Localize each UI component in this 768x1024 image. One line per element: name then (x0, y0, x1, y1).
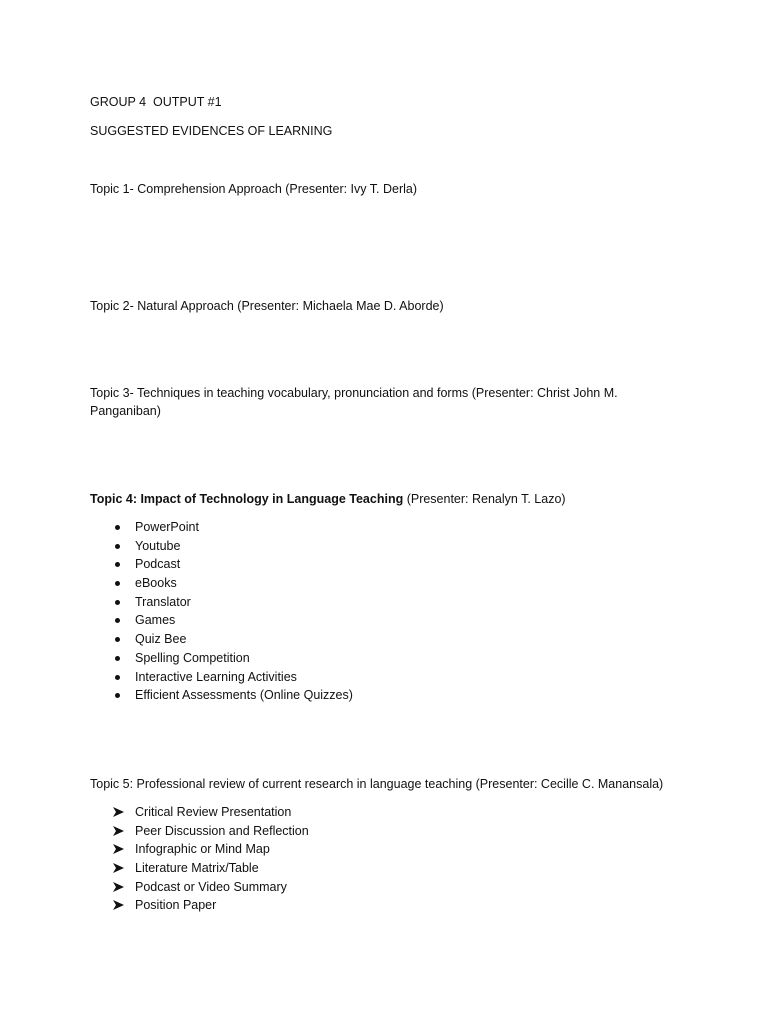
topic-4-heading (90, 490, 690, 508)
list-item (0, 896, 640, 915)
list-item (0, 574, 640, 593)
list-item-text: Quiz Bee (135, 632, 187, 647)
topic-3-heading-line-2: Panganiban) (90, 404, 161, 418)
list-item-text: eBooks (135, 576, 177, 591)
list-item (0, 840, 640, 859)
topic-4-bullet-list (0, 518, 640, 705)
document-subheader: SUGGESTED EVIDENCES OF LEARNING (90, 124, 333, 138)
list-item-text: Podcast (135, 557, 181, 572)
list-item-text: Translator (135, 594, 191, 609)
list-item (0, 593, 640, 612)
topic-5-arrow-list (0, 803, 640, 915)
topic-5-heading: Topic 5: Professional review of current research in language teaching (Presenter: Cecille C. Manansala) (90, 777, 664, 791)
topic-3-heading-line-1: Topic 3- Techniques in teaching vocabulary, pronunciation and forms (Presenter: Christ John M. (90, 386, 618, 400)
list-item-text: Interactive Learning Activities (135, 669, 297, 684)
list-item (0, 611, 640, 630)
topic-1-heading: Topic 1- Comprehension Approach (Presenter: Ivy T. Derla) (90, 182, 418, 196)
list-item-text: Critical Review Presentation (135, 805, 292, 819)
list-item-text: Efficient Assessments (Online Quizzes) (135, 688, 353, 703)
document-header: GROUP 4 OUTPUT #1 (90, 95, 222, 109)
topic-4-presenter: (Presenter: Renalyn T. Lazo) (403, 492, 566, 506)
list-item (0, 686, 640, 705)
list-item (0, 555, 640, 574)
list-item (0, 518, 640, 537)
list-item-text: Position Paper (135, 898, 217, 913)
list-item (0, 822, 640, 841)
topic-2-heading: Topic 2- Natural Approach (Presenter: Michaela Mae D. Aborde) (90, 299, 444, 313)
list-item-text: Podcast or Video Summary (135, 879, 287, 894)
list-item (0, 878, 640, 897)
list-item (0, 803, 640, 822)
list-item-text: Infographic or Mind Map (135, 842, 270, 857)
list-item-text: Youtube (135, 538, 181, 553)
list-item-text: Peer Discussion and Reflection (135, 823, 309, 838)
list-item-text: PowerPoint (135, 520, 199, 534)
list-item-text: Spelling Competition (135, 650, 250, 665)
list-item (0, 649, 640, 668)
list-item-text: Literature Matrix/Table (135, 861, 259, 876)
list-item (0, 630, 640, 649)
list-item (0, 537, 640, 556)
list-item (0, 859, 640, 878)
list-item-text: Games (135, 613, 176, 628)
list-item (0, 668, 640, 687)
topic-4-title: Topic 4: Impact of Technology in Language Teaching (90, 492, 404, 506)
